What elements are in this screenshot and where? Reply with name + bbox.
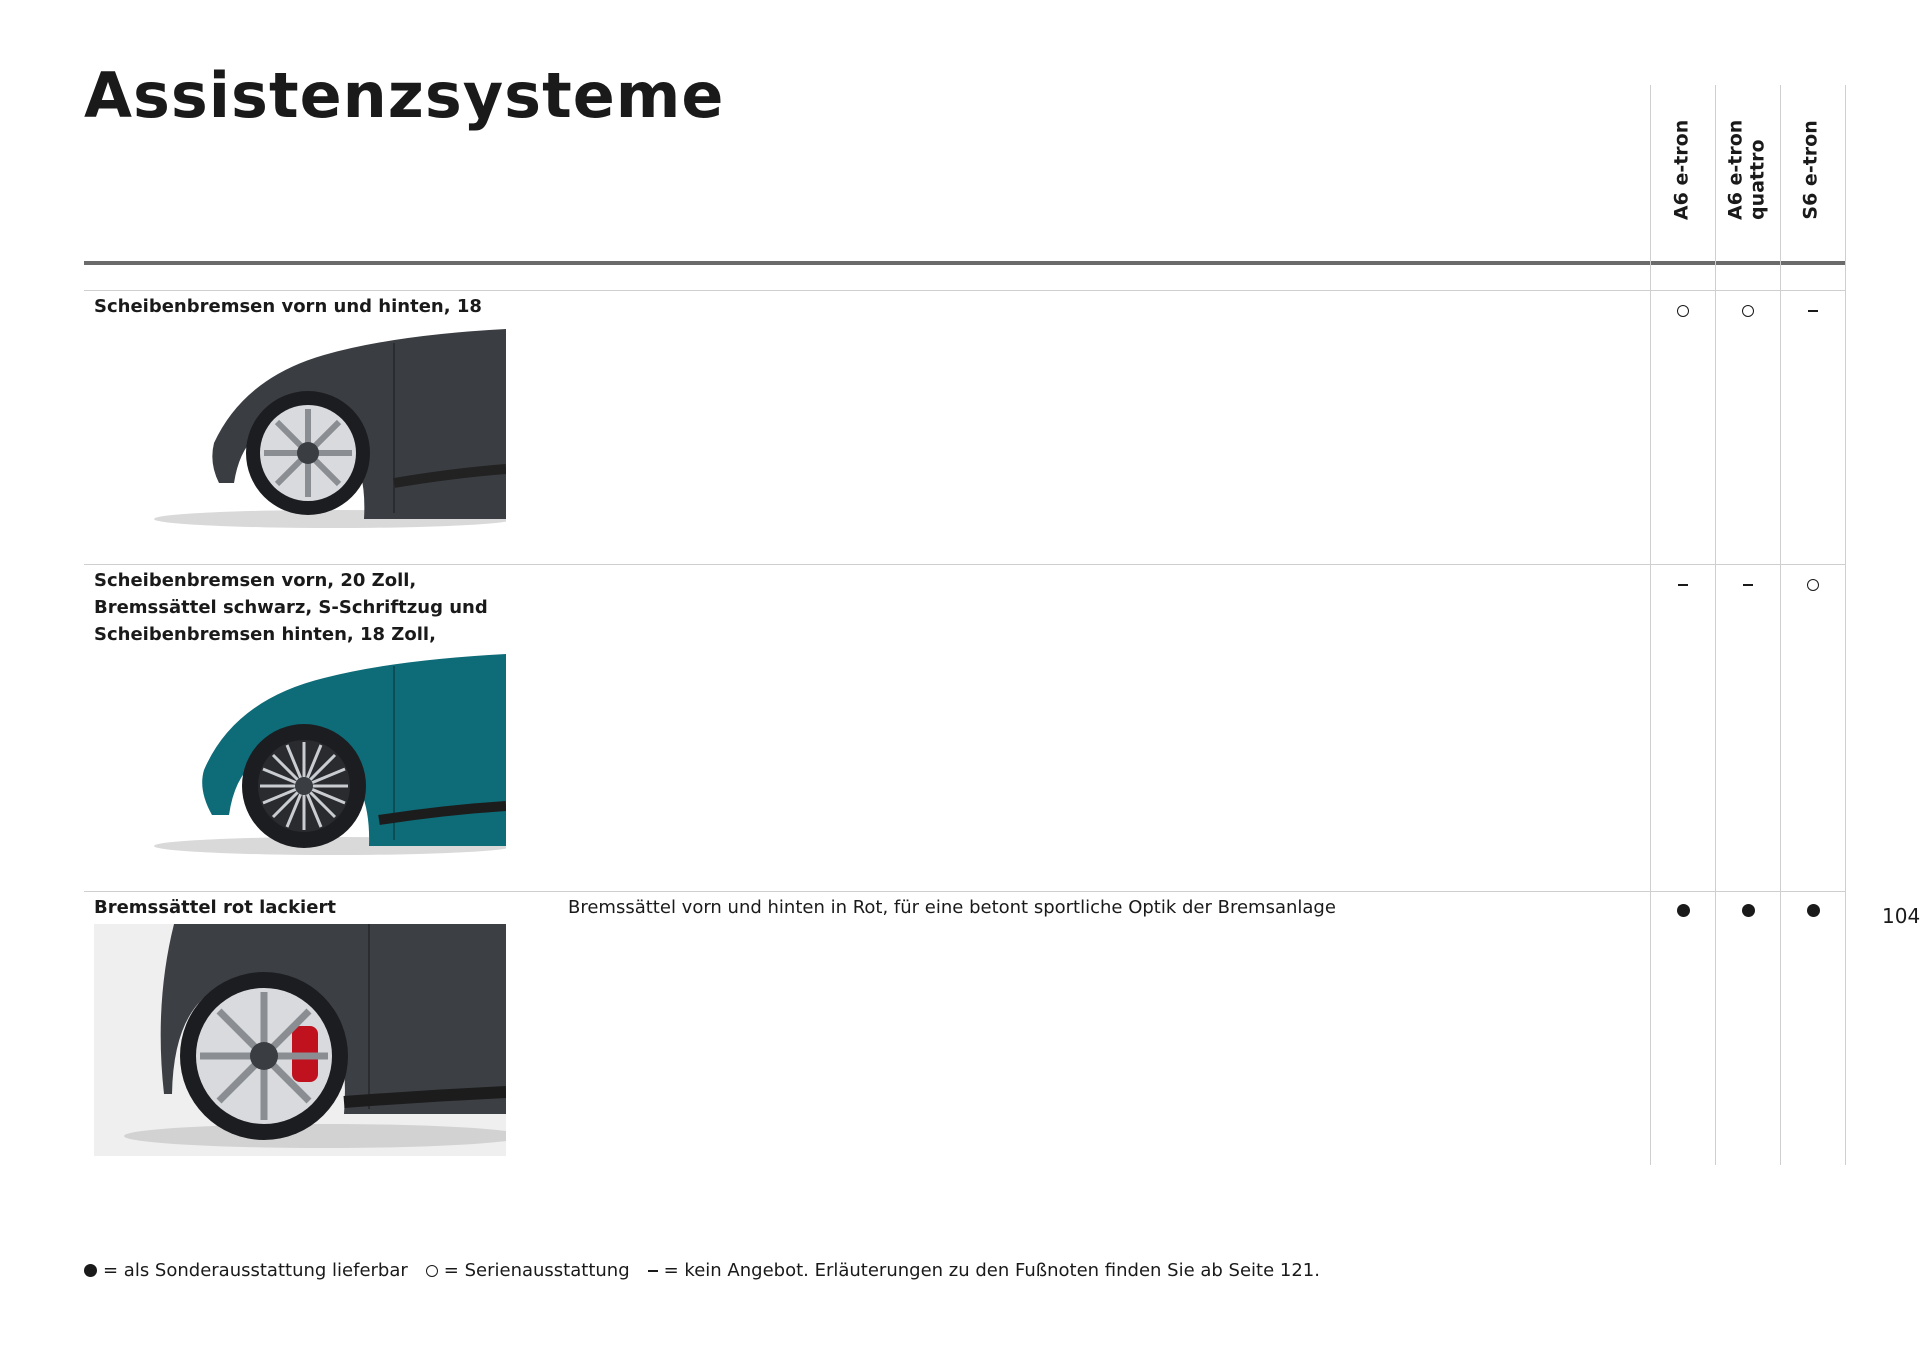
filled-circle-icon <box>84 1264 97 1277</box>
open-circle-icon <box>1807 579 1819 591</box>
availability-mark <box>1781 296 1845 322</box>
legend-item-standard <box>426 1260 630 1281</box>
model-header-a6-etron-quattro <box>1715 85 1779 255</box>
open-circle-icon <box>1742 305 1754 317</box>
car-wheel-image <box>94 323 506 541</box>
model-header-label: A6 e-tron quattro <box>1724 119 1768 221</box>
availability-mark <box>1716 570 1780 596</box>
car-wheel-illustration <box>94 323 506 541</box>
column-divider <box>1845 85 1846 1165</box>
column-divider <box>1780 85 1781 1165</box>
availability-mark <box>1651 570 1715 596</box>
dash-icon <box>1678 584 1688 586</box>
filled-circle-icon <box>1807 904 1820 917</box>
header-rule <box>84 261 1846 265</box>
car-wheel-image <box>94 650 506 868</box>
dash-icon <box>648 1270 658 1272</box>
legend-item-not-available <box>648 1260 1320 1281</box>
legend-label: = kein Angebot. Erläuterungen zu den Fußnoten finden Sie ab Seite 121. <box>663 1260 1320 1281</box>
column-divider <box>1650 85 1651 1165</box>
filled-circle-icon <box>1742 904 1755 917</box>
dash-icon <box>1743 584 1753 586</box>
row-divider <box>84 891 1846 892</box>
model-header-s6-etron <box>1780 85 1844 255</box>
open-circle-icon <box>426 1265 438 1277</box>
availability-mark <box>1651 896 1715 922</box>
page-number: 104 <box>1882 904 1920 928</box>
column-divider <box>1715 85 1716 1165</box>
model-header-a6-etron <box>1650 85 1714 255</box>
open-circle-icon <box>1677 305 1689 317</box>
row-divider <box>84 290 1846 291</box>
row-description: Bremssättel vorn und hinten in Rot, für eine betont sportliche Optik der Bremsanlage <box>568 897 1336 918</box>
legend-label: = Serienausstattung <box>443 1260 630 1281</box>
availability-mark <box>1781 570 1845 596</box>
availability-mark <box>1716 896 1780 922</box>
legend-item-optional <box>84 1260 408 1281</box>
filled-circle-icon <box>1677 904 1690 917</box>
row-title: Scheibenbremsen vorn und hinten, 18 <box>94 296 482 317</box>
row-title: Bremssättel rot lackiert <box>94 897 336 918</box>
availability-mark <box>1781 896 1845 922</box>
availability-mark <box>1716 296 1780 322</box>
row-title: Scheibenbremsen vorn, 20 Zoll, Bremssättel schwarz, S-Schriftzug und Scheibenbremsen hinten, 18 Zoll, <box>94 570 488 645</box>
model-header-label: S6 e-tron <box>1800 120 1823 220</box>
car-wheel-image <box>94 924 506 1156</box>
model-header-label: A6 e-tron <box>1670 119 1693 221</box>
dash-icon <box>1808 310 1818 312</box>
row-divider <box>84 564 1846 565</box>
car-wheel-illustration <box>94 924 506 1156</box>
availability-mark <box>1651 296 1715 322</box>
page-title: Assistenzsysteme <box>84 59 725 132</box>
legend-label: = als Sonderausstattung lieferbar <box>103 1260 408 1281</box>
car-wheel-illustration <box>94 650 506 868</box>
legend <box>84 1260 1338 1281</box>
